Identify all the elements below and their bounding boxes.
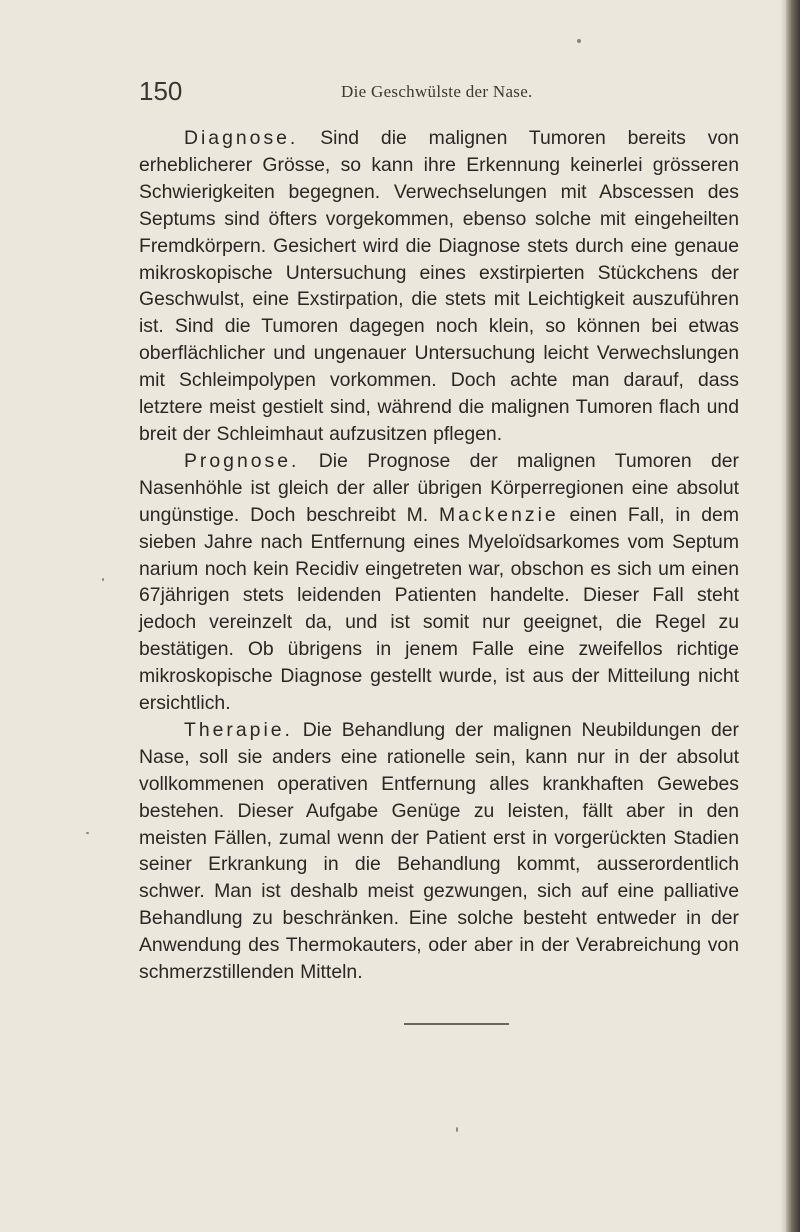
paragraph-therapie-text: Die Behandlung der malignen Neubildungen der Nase, soll sie anders eine rationelle sein, kann nur in der absolut vollkommenen operativen Entfernung alles krankhaften Gewebes bestehen. Dieser Aufgabe Genüge zu leisten, fällt aber in den meisten Fällen, zumal wenn der Patient erst in vorgerückten Stadien seiner Erkrankung in die Behandlung kommt, ausserordentlich schwer. Man ist deshalb meist gezwungen, sich auf eine palliative Behandlung zu beschränken. Eine solche besteht entweder in der Anwendung des Thermokauters, oder aber in der Verabreichung von schmerzstillenden Mitteln. (139, 718, 739, 984)
section-lead-therapie: Therapie. (184, 718, 293, 741)
paper-speck (456, 1127, 458, 1132)
body-text (139, 125, 739, 986)
paragraph-prognose (139, 448, 739, 717)
paper-speck (86, 832, 89, 834)
running-head (139, 76, 749, 106)
section-lead-diagnose: Diagnose. (184, 127, 299, 149)
author-name-mackenzie: Mackenzie (438, 503, 559, 526)
running-title: Die Geschwülste der Nase. (341, 82, 533, 101)
paragraph-diagnose (139, 125, 739, 448)
paragraph-prognose-text-a: Die Prognose der malignen Tumoren der Nasenhöhle ist gleich der aller übrigen Körperregionen eine absolut ungünstige. Doch beschreibt M. (139, 449, 739, 526)
end-rule (404, 1023, 509, 1025)
paragraph-prognose-text-b: einen Fall, in dem sieben Jahre nach Entfernung eines Myeloïdsarkomes vom Septum narium noch kein Recidiv eingetreten war, obschon es sich um einen 67jährigen stets leidenden Patienten handelte. Dieser Fall steht jedoch vereinzelt da, und ist somit nur geeignet, die Regel zu bestätigen. Ob übrigens in jenem Falle eine zweifellos richtige mikroskopische Diagnose gestellt wurde, ist aus der Mitteilung nicht ersichtlich. (139, 503, 739, 715)
page-edge-shadow (786, 0, 800, 1232)
page-number: 150 (139, 76, 183, 106)
paragraph-therapie (139, 717, 739, 986)
paper-speck (577, 39, 581, 43)
paper-speck (102, 578, 104, 581)
section-lead-prognose: Prognose. (184, 449, 300, 472)
paragraph-diagnose-text: Sind die malignen Tumoren bereits von erheblicherer Grösse, so kann ihre Erkennung keinerlei grösseren Schwierigkeiten begegnen. Verwechselungen mit Abscessen des Septums sind öfters vorgekommen, ebenso solche mit eingeheilten Fremdkörpern. Gesichert wird die Diagnose stets durch eine genaue mikroskopische Untersuchung eines exstirpierten Stückchens der Geschwulst, eine Exstirpation, die stets mit Leichtigkeit auszuführen ist. Sind die Tumoren dagegen noch klein, so können bei etwas oberflächlicher und ungenauer Untersuchung leicht Verwechslungen mit Schleimpolypen vorkommen. Doch achte man darauf, dass letztere meist gestielt sind, während die malignen Tumoren flach und breit der Schleimhaut aufzusitzen pflegen. (139, 127, 739, 445)
